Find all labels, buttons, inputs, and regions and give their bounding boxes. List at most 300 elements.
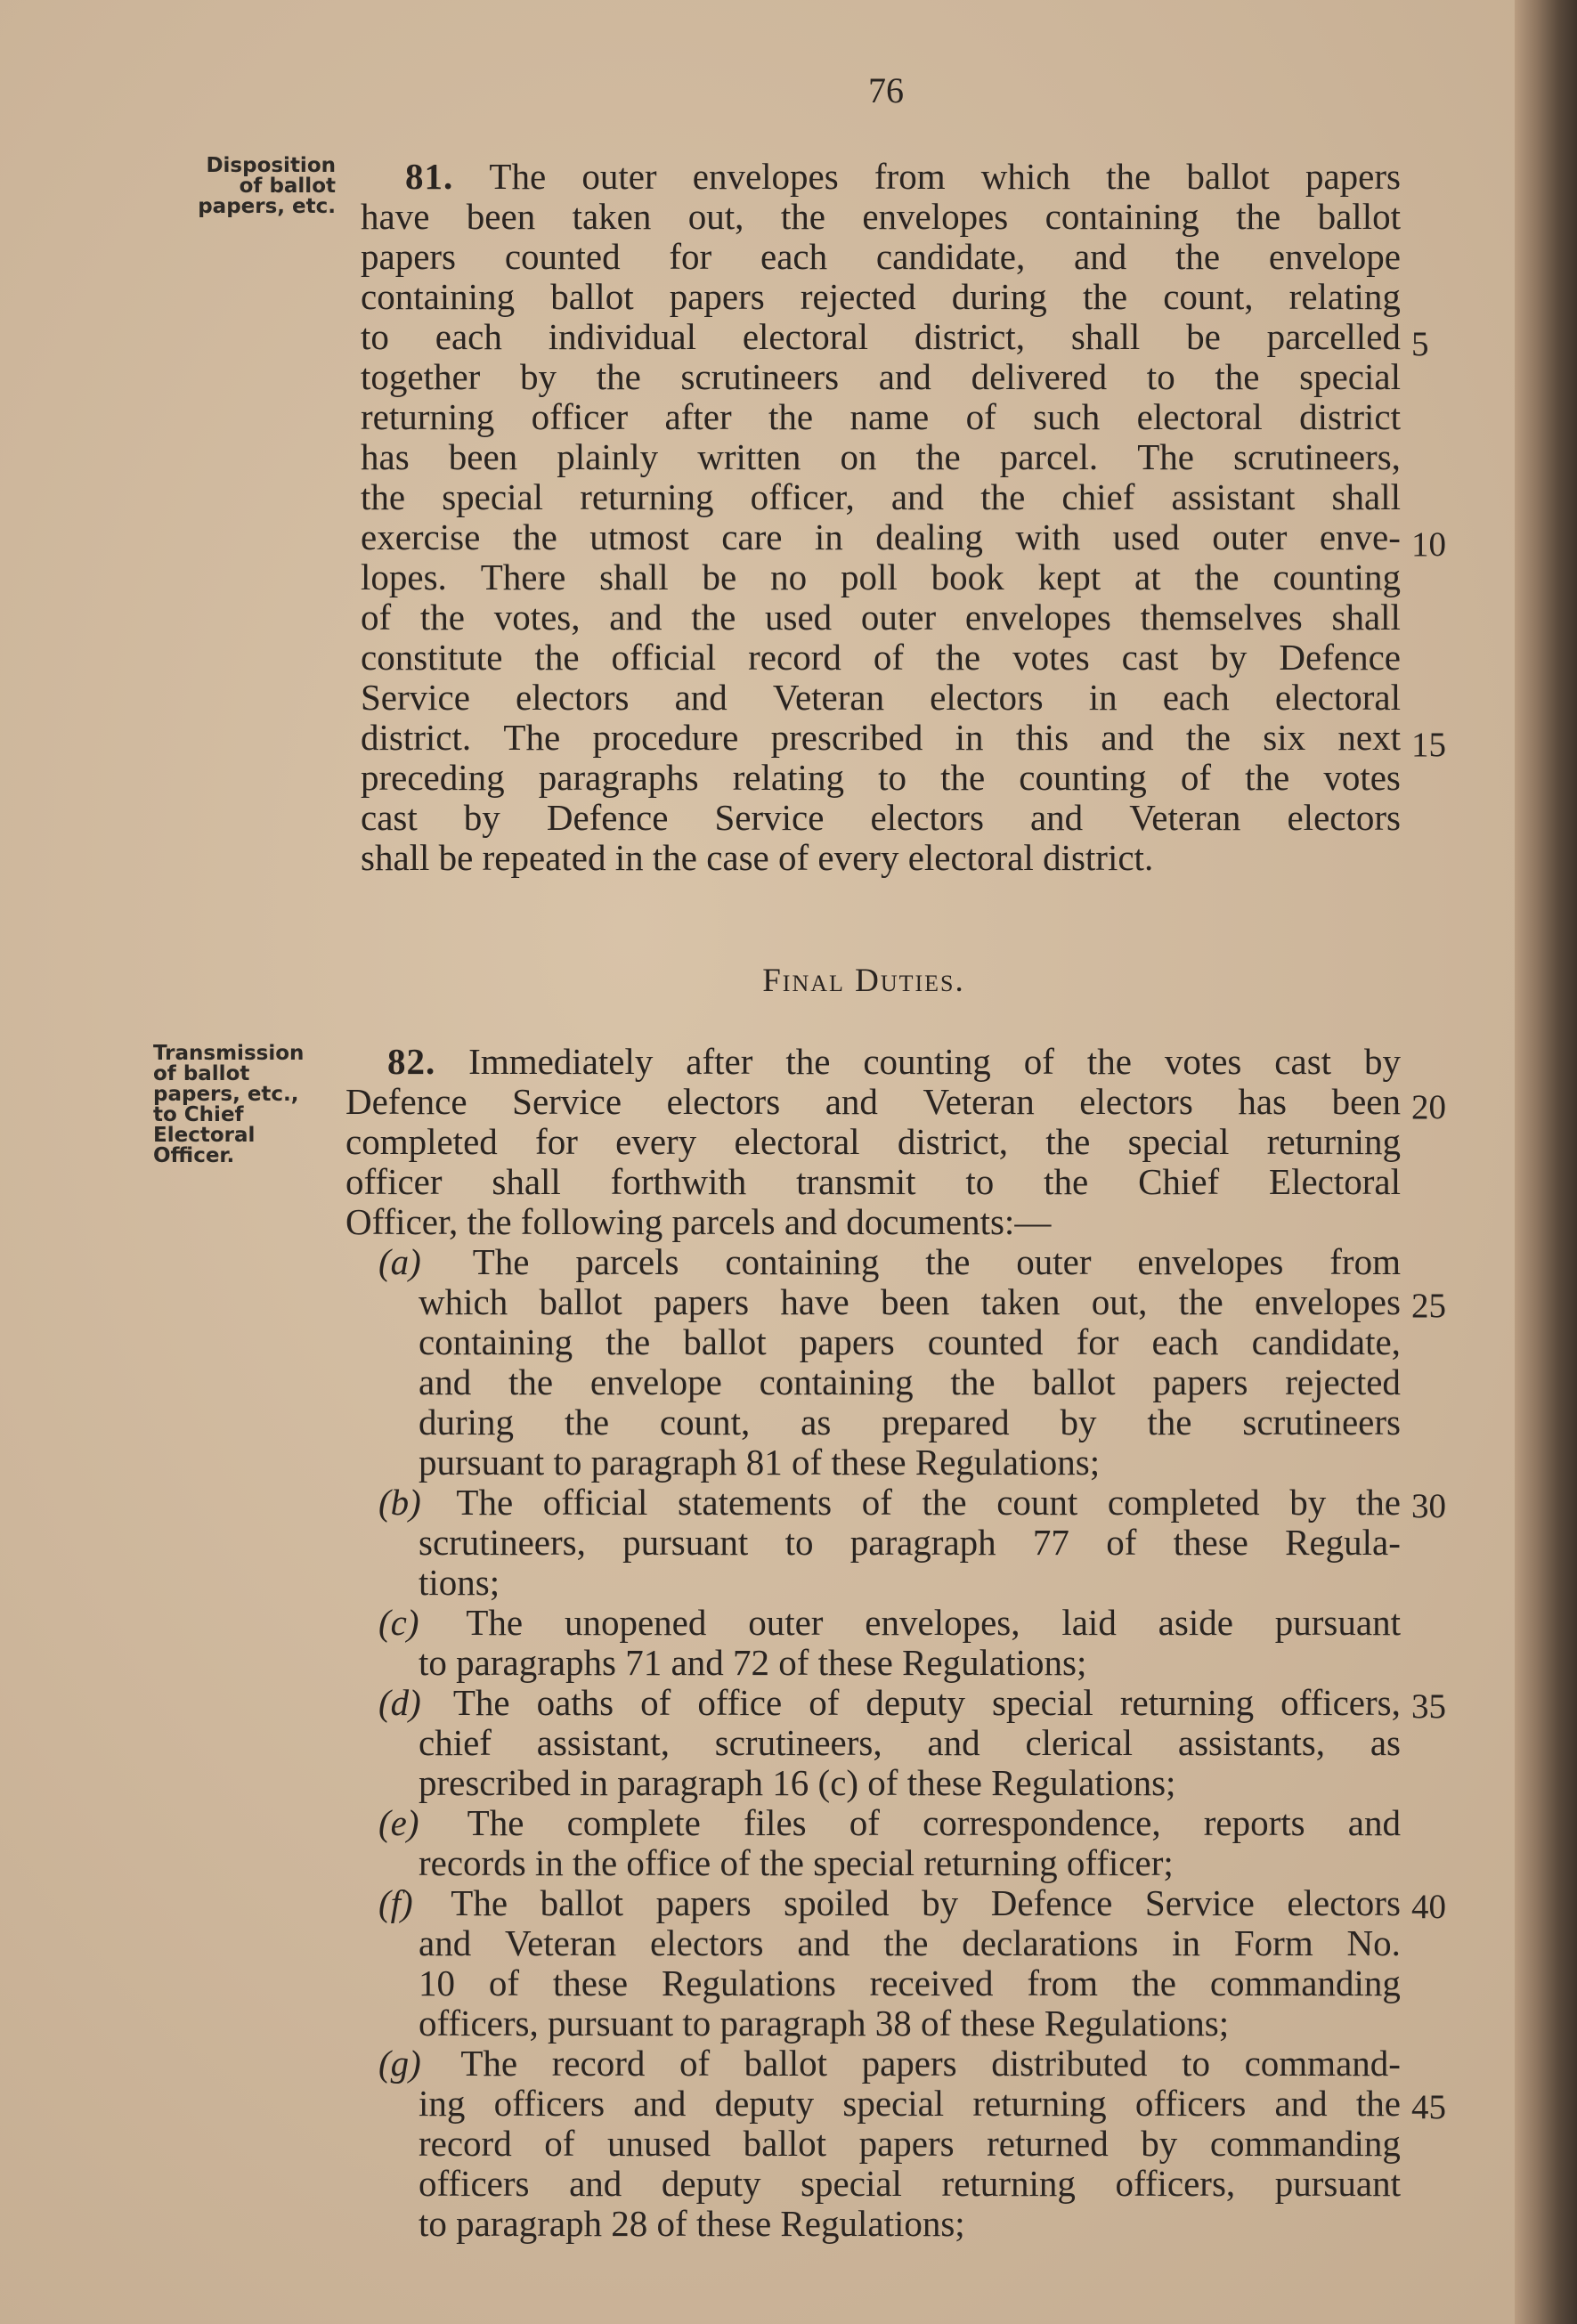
text-word: special (801, 2163, 902, 2204)
line-number: 40 (1411, 1888, 1446, 1926)
text-word: returning (972, 2083, 1107, 2124)
text-word: papers (361, 236, 457, 277)
text-word: papers (1152, 1361, 1248, 1402)
text-word: containing (419, 1321, 573, 1362)
text-word: the (606, 1321, 651, 1362)
text-word: these (1173, 1522, 1248, 1563)
text-run: pursuant to paragraph 81 of these Regulations; (419, 1442, 1101, 1483)
text-word: from (1027, 1962, 1099, 2003)
text-word: the (1178, 1281, 1223, 1322)
text-word: taken (980, 1281, 1061, 1322)
text-word: unused (606, 2123, 711, 2164)
text-word: laid (1061, 1602, 1117, 1643)
text-word: the (768, 396, 814, 437)
text-word: cast (1121, 637, 1179, 678)
text-word: dealing (875, 516, 983, 557)
text-word: in (1088, 677, 1118, 718)
text-word: scrutineers (1242, 1402, 1401, 1442)
text-word: by (1363, 1041, 1401, 1082)
text-word: the (1175, 236, 1221, 277)
text-line (345, 1122, 1401, 1161)
text-line (345, 1162, 1401, 1201)
text-word: in (814, 516, 843, 557)
line-number: 5 (1411, 325, 1429, 363)
text-word: assistants, (1177, 1722, 1326, 1763)
text-word: district (1299, 396, 1401, 437)
text-word: forthwith (610, 1161, 747, 1202)
line-number: 45 (1411, 2088, 1446, 2126)
text-line (419, 2164, 1401, 2203)
text-word: complete (566, 1802, 701, 1843)
text-word: paragraph (849, 1522, 996, 1563)
text-word: official (542, 1482, 648, 1523)
text-word: of (849, 1802, 880, 1843)
text-word: officer, (750, 476, 855, 517)
text-word: Regula- (1285, 1522, 1401, 1563)
text-word: declarations (962, 1922, 1139, 1963)
text-word: distributed (991, 2043, 1148, 2084)
text-word: deputy (866, 1682, 965, 1723)
text-word: the (508, 1361, 554, 1402)
text-word: correspondence, (923, 1802, 1161, 1843)
text-line (361, 437, 1401, 476)
text-line (419, 1362, 1401, 1402)
item-label: (f) (378, 1882, 413, 1923)
text-line (361, 597, 1401, 637)
text-word: officer (345, 1161, 443, 1202)
text-word: no (770, 557, 808, 597)
margin-note-line: of ballot (239, 175, 336, 198)
text-word: counting (1019, 757, 1147, 798)
text-word: with (1015, 516, 1081, 557)
text-word: returning (1119, 1682, 1255, 1723)
text-word: the (691, 597, 736, 638)
text-line (361, 758, 1401, 797)
text-word: taken (572, 196, 652, 237)
margin-note-line: Disposition (206, 154, 336, 177)
text-word: assistant, (536, 1722, 670, 1763)
text-word: special (1127, 1121, 1230, 1162)
text-line (419, 1322, 1401, 1361)
text-word: Veteran (923, 1081, 1035, 1122)
text-word: deputy (714, 2083, 815, 2124)
text-word: envelope (1268, 236, 1401, 277)
text-line (419, 1402, 1401, 1442)
item-label: (d) (378, 1682, 421, 1723)
text-line (345, 1082, 1401, 1121)
text-word: have (361, 196, 430, 237)
text-word: kept (1037, 557, 1101, 597)
text-word: containing (361, 276, 516, 317)
text-line (419, 2003, 1401, 2043)
text-run: Officer, the following parcels and documents:— (345, 1201, 1052, 1242)
text-word: envelopes (692, 156, 839, 197)
text-line (361, 477, 1401, 516)
text-word: files (744, 1802, 807, 1843)
text-word: and (609, 597, 663, 638)
text-word: and (1274, 2083, 1328, 2124)
text-word: counted (504, 236, 621, 277)
text-word: as (1370, 1722, 1401, 1763)
text-word: outer (581, 156, 657, 197)
text-word: Chief (1138, 1161, 1220, 1202)
text-word: count, (1163, 276, 1254, 317)
text-word: by (1141, 2123, 1178, 2164)
text-word: envelopes, (865, 1602, 1020, 1643)
text-word: officers (493, 2083, 606, 2124)
margin-note-line: papers, etc. (198, 195, 336, 218)
text-word: by (922, 1882, 959, 1923)
text-word: rejected (800, 276, 916, 317)
text-word: the (785, 1041, 831, 1082)
text-word: by (463, 797, 500, 838)
text-line (419, 1442, 1401, 1482)
text-word: outer (1016, 1241, 1092, 1282)
text-word: statements (678, 1482, 833, 1523)
line-number: 20 (1411, 1088, 1446, 1126)
line-number: 10 (1411, 525, 1446, 564)
text-word: Defence (1279, 637, 1401, 678)
text-word: electors (930, 677, 1044, 718)
text-word: delivered (971, 356, 1108, 397)
text-word: the (1086, 1041, 1132, 1082)
text-word: electors (1287, 1882, 1401, 1923)
text-word: lopes. (361, 557, 447, 597)
text-word: the (1215, 356, 1260, 397)
text-word: completed (345, 1121, 498, 1162)
page-number: 76 (868, 70, 904, 110)
text-line (378, 1803, 1401, 1842)
text-word: of (861, 1482, 892, 1523)
text-word: exercise (361, 516, 481, 557)
text-word: parcel. (999, 436, 1099, 477)
text-line (419, 1282, 1401, 1321)
text-line (361, 197, 1401, 236)
text-word: parcelled (1266, 316, 1401, 357)
text-word: and (1347, 1802, 1401, 1843)
text-line (419, 2124, 1401, 2163)
text-word: returning (941, 2163, 1076, 2204)
text-word: on (840, 436, 877, 477)
text-word: special (991, 1682, 1093, 1723)
text-word: electors (666, 1081, 781, 1122)
text-line (419, 2204, 1401, 2243)
text-word: shall (1331, 476, 1401, 517)
text-line (378, 1242, 1401, 1281)
text-word: and (878, 356, 931, 397)
text-run: shall be repeated in the case of every electoral district. (361, 837, 1154, 878)
text-run: records in the office of the special returning officer; (419, 1842, 1174, 1883)
text-word: shall (599, 557, 669, 597)
text-line (419, 1563, 1401, 1602)
text-word: the (980, 476, 1026, 517)
text-line (419, 1523, 1401, 1562)
text-word: the (922, 1482, 967, 1523)
text-line (419, 1723, 1401, 1762)
item-label: (g) (378, 2043, 421, 2084)
text-word: outer (1212, 516, 1288, 557)
text-line (361, 357, 1401, 396)
text-word: spoiled (784, 1882, 890, 1923)
item-label: (a) (378, 1241, 421, 1282)
item-label: (c) (378, 1602, 419, 1643)
text-word: Veteran (505, 1922, 617, 1963)
text-word: candidate, (1251, 1321, 1401, 1362)
text-word: themselves (1140, 597, 1303, 638)
text-word: the (780, 196, 825, 237)
text-word: the (1044, 1161, 1089, 1202)
text-word: and (419, 1922, 472, 1963)
text-word: such (1033, 396, 1101, 437)
text-line (419, 1843, 1401, 1882)
text-word: chief (1061, 476, 1135, 517)
text-word: officers, (1115, 2163, 1236, 2204)
text-word: count (996, 1482, 1078, 1523)
text-word: outer (860, 597, 937, 638)
text-word: electors (870, 797, 984, 838)
text-run: prescribed in paragraph 16 (c) of these Regulations; (419, 1762, 1176, 1803)
text-word: the (1106, 156, 1151, 197)
text-word: has (361, 436, 410, 477)
text-word: office (697, 1682, 783, 1723)
text-word: pursuant (1274, 1602, 1401, 1643)
text-line (387, 1042, 1401, 1081)
text-run: to paragraphs 71 and 72 of these Regulations; (419, 1642, 1087, 1683)
text-word: parcels (575, 1241, 679, 1282)
text-line (361, 638, 1401, 677)
text-word: Form (1233, 1922, 1313, 1963)
text-word: returning (580, 476, 714, 517)
text-word: at (1134, 557, 1161, 597)
text-word: the (1245, 757, 1290, 798)
text-word: and (1101, 717, 1154, 758)
text-word: used (765, 597, 833, 638)
text-word: prepared (882, 1402, 1010, 1442)
text-word: electoral (1274, 677, 1401, 718)
text-word: and (674, 677, 728, 718)
text-line (405, 157, 1401, 196)
text-word: individual (548, 316, 696, 357)
text-word: the (883, 1922, 929, 1963)
text-word: for (669, 236, 712, 277)
text-word: electoral (734, 1121, 860, 1162)
text-word: votes (1323, 757, 1401, 798)
text-word: counted (927, 1321, 1044, 1362)
text-word: of (965, 396, 996, 437)
text-word: poll (840, 557, 898, 597)
text-word: unopened (564, 1602, 707, 1643)
text-word: for (1076, 1321, 1119, 1362)
text-word: from (1329, 1241, 1401, 1282)
text-word: as (801, 1402, 832, 1442)
text-word: the (596, 356, 641, 397)
text-word: by (1060, 1402, 1097, 1442)
text-word: during (419, 1402, 515, 1442)
text-word: deputy (661, 2163, 761, 2204)
text-word: papers (861, 2043, 957, 2084)
text-line (361, 678, 1401, 717)
text-word: pursuant (622, 1522, 749, 1563)
text-line (345, 1202, 1401, 1241)
text-word: out, (687, 196, 744, 237)
text-word: Service (361, 677, 470, 718)
text-word: electors (516, 677, 630, 718)
line-number: 35 (1411, 1687, 1446, 1726)
text-line (361, 718, 1401, 757)
text-word: the (1355, 2083, 1401, 2124)
text-line (419, 1963, 1401, 2003)
margin-note-line: of ballot (153, 1062, 250, 1085)
text-word: electors (1079, 1081, 1193, 1122)
text-word: district, (914, 316, 1025, 357)
text-word: scrutineers, (1233, 436, 1401, 477)
text-word: name (849, 396, 930, 437)
text-word: by (1210, 637, 1248, 678)
text-word: each (1151, 1321, 1219, 1362)
margin-note-line: to Chief (153, 1103, 244, 1126)
text-word: after (664, 396, 732, 437)
text-word: The (1137, 436, 1194, 477)
text-word: by (520, 356, 557, 397)
text-line (361, 517, 1401, 557)
paragraph-number: 82. (387, 1041, 436, 1082)
text-line (361, 798, 1401, 837)
text-word: shall (1331, 597, 1401, 638)
text-word: special (842, 2083, 945, 2124)
text-word: out, (1091, 1281, 1148, 1322)
text-word: votes, (493, 597, 581, 638)
text-word: commanding (1209, 2123, 1401, 2164)
text-word: No. (1346, 1922, 1401, 1963)
text-word: of (488, 1962, 519, 2003)
item-label: (b) (378, 1482, 421, 1523)
text-word: The (503, 717, 561, 758)
text-word: ballot (550, 276, 634, 317)
text-word: to (361, 316, 389, 357)
text-run: tions; (419, 1562, 500, 1603)
text-word: been (881, 1281, 950, 1322)
text-word: the (1082, 276, 1128, 317)
text-word: containing (1045, 196, 1199, 237)
paragraph-number: 81. (405, 156, 454, 197)
text-word: which (419, 1281, 508, 1322)
margin-note-line: Electoral (153, 1124, 256, 1147)
margin-note-line: papers, etc., (153, 1083, 299, 1106)
text-word: received (869, 1962, 994, 2003)
text-word: the (940, 757, 986, 798)
text-word: in (1172, 1922, 1201, 1963)
line-number: 25 (1411, 1287, 1446, 1325)
text-word: ballot (1032, 1361, 1116, 1402)
text-word: be (1186, 316, 1221, 357)
text-word: district. (361, 717, 472, 758)
text-word: ballot (1317, 196, 1401, 237)
text-word: ballot (539, 1281, 622, 1322)
text-word: Service (714, 797, 825, 838)
text-word: relating (732, 757, 844, 798)
text-word: the (1131, 1962, 1176, 2003)
text-word: scrutineers, (419, 1522, 586, 1563)
text-word: The (451, 1882, 508, 1923)
text-word: Veteran (1129, 797, 1241, 838)
text-word: shall (1070, 316, 1141, 357)
text-word: transmit (796, 1161, 916, 1202)
text-word: and (1074, 236, 1127, 277)
text-word: and (927, 1722, 980, 1763)
text-word: reports (1203, 1802, 1305, 1843)
text-word: There (480, 557, 566, 597)
text-word: returned (987, 2123, 1109, 2164)
text-word: The (466, 1602, 524, 1643)
text-line (419, 2084, 1401, 2123)
text-word: ing (419, 2083, 466, 2124)
text-word: this (1015, 717, 1069, 758)
text-word: Immediately (468, 1041, 654, 1082)
text-word: envelopes (1254, 1281, 1401, 1322)
text-word: and (890, 476, 945, 517)
text-word: of (1023, 1041, 1054, 1082)
text-word: constitute (361, 637, 503, 678)
text-word: the (936, 637, 981, 678)
text-word: procedure (592, 717, 739, 758)
text-word: envelopes (1137, 1241, 1284, 1282)
text-word: completed (1107, 1482, 1260, 1523)
text-word: next (1337, 717, 1401, 758)
text-word: paragraphs (538, 757, 699, 798)
text-word: votes (1164, 1041, 1242, 1082)
text-word: special (1299, 356, 1401, 397)
text-word: relating (1288, 276, 1401, 317)
text-word: the (1185, 717, 1231, 758)
text-word: returning (361, 396, 495, 437)
text-word: by (1289, 1482, 1327, 1523)
text-word: ballot (1186, 156, 1270, 197)
text-word: of (640, 1682, 671, 1723)
text-word: the (1194, 557, 1240, 597)
text-word: papers (799, 1321, 895, 1362)
text-word: official (611, 637, 717, 678)
text-word: record (748, 637, 841, 678)
text-word: candidate, (875, 236, 1026, 277)
text-word: The (452, 1682, 510, 1723)
text-line (361, 277, 1401, 316)
text-word: and (825, 1081, 878, 1122)
text-word: district, (897, 1121, 1008, 1162)
text-word: of (1106, 1522, 1137, 1563)
text-word: The (460, 2043, 518, 2084)
text-word: The (489, 156, 547, 197)
text-line (361, 317, 1401, 356)
text-word: used (1112, 516, 1180, 557)
text-word: command- (1244, 2043, 1401, 2084)
text-word: has (1238, 1081, 1288, 1122)
text-word: papers (858, 2123, 955, 2164)
text-word: Regulations (661, 1962, 836, 2003)
text-word: six (1263, 717, 1306, 758)
text-word: papers (654, 1281, 750, 1322)
text-word: envelopes (964, 597, 1111, 638)
text-word: 77 (1032, 1522, 1069, 1563)
text-word: the (925, 1241, 971, 1282)
section-heading: Final Duties. (762, 963, 965, 999)
text-word: and (633, 2083, 687, 2124)
text-word: The (467, 1802, 524, 1843)
text-word: record (419, 2123, 512, 2164)
text-word: and (1029, 797, 1084, 838)
text-word: the (1147, 1402, 1192, 1442)
text-word: Defence (345, 1081, 467, 1122)
text-word: prescribed (770, 717, 923, 758)
